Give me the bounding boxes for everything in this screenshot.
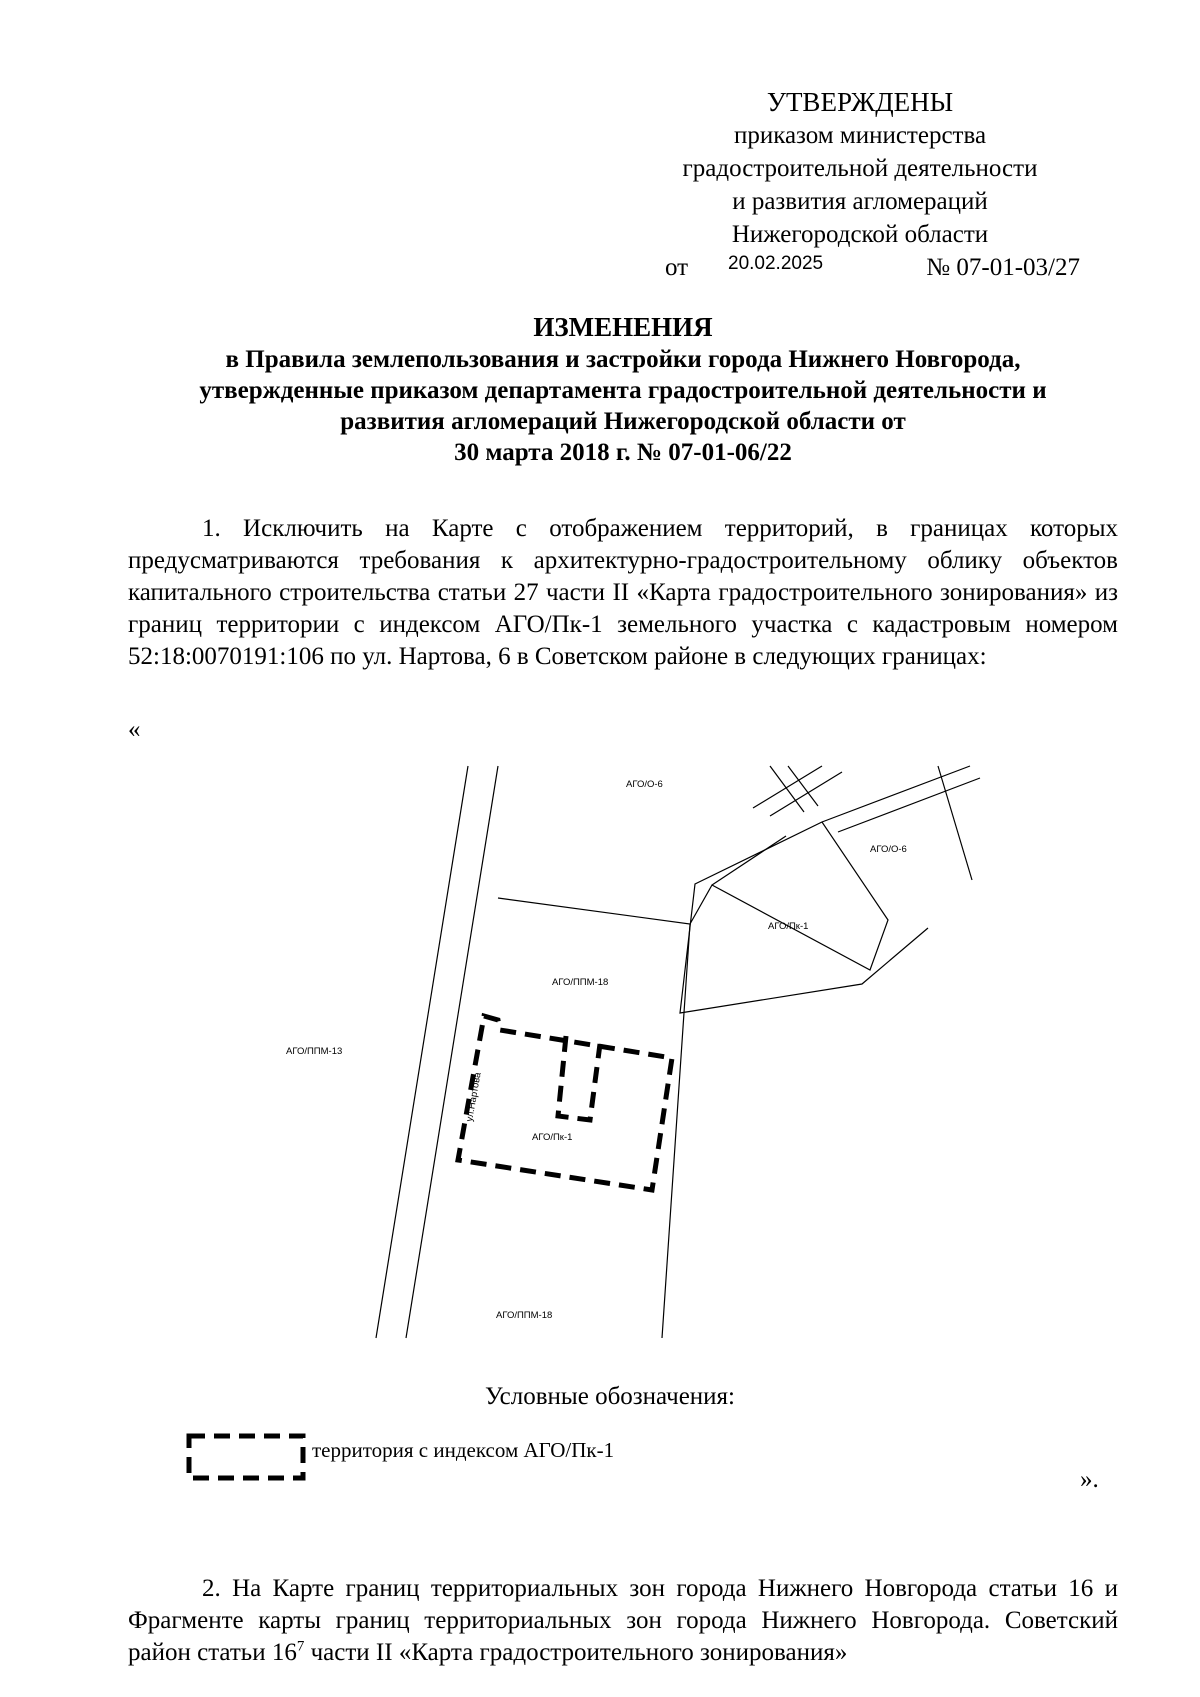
legend-item: [186, 1432, 786, 1488]
map-label-ago-ppm13: АГО/ППМ-13: [286, 1046, 343, 1057]
map-label-ago-pk1-right: АГО/Пк-1: [768, 921, 809, 932]
paragraph-2-text-b: части II «Карта градостроительного зонирования»: [304, 1639, 848, 1666]
paragraph-2-text-a: 2. На Карте границ территориальных зон города Нижнего Новгорода статьи 16 и Фрагменте карты границ территориальных зон города Нижнего Новгорода. Советский район статьи 16: [128, 1575, 1118, 1666]
map-label-ago-ppm18-upper: АГО/ППМ-18: [552, 977, 609, 988]
approval-date: 20.02.2025: [728, 253, 824, 274]
map-label-ago-o6-top: АГО/О-6: [626, 779, 663, 790]
quote-open: «: [128, 716, 141, 743]
map-street-east-edge: [406, 766, 498, 1338]
approval-line-1: приказом министерства: [733, 122, 987, 149]
zoning-map: [0, 760, 1200, 1360]
legend-dashed-boundary-swatch: [186, 1432, 306, 1482]
map-pk1-inner-notch: [558, 1036, 600, 1120]
quote-close: ».: [1080, 1466, 1099, 1493]
document-title-line-2: утвержденные приказом департамента градостроительной деятельности и: [199, 377, 1047, 404]
document-title-line-3: развития агломераций Нижегородской области от: [340, 408, 906, 435]
approval-line-3: и развития агломераций: [732, 188, 988, 215]
map-road-upper: [712, 836, 786, 885]
legend-title: Условные обозначения:: [484, 1383, 736, 1410]
paragraph-1-text: 1. Исключить на Карте с отображением территорий, в границах которых предусматриваются требования к архитектурно-градостроительному облику объектов капитального строительства статьи 27 части II «Карта градостроительного зонирования» из границ территории с индексом АГО/Пк-1 земельного участка с кадастровым номером 52:18:0070191:106 по ул. Нартова, 6 в Советском районе в следующих границах:: [128, 515, 1118, 670]
approval-block: [640, 86, 1080, 284]
approval-line-4: Нижегородской области: [731, 221, 989, 248]
approval-line-2: градостроительной деятельности: [682, 155, 1038, 182]
map-label-street: ул.Нартова: [464, 1071, 484, 1123]
approval-number: № 07-01-03/27: [926, 254, 1080, 281]
map-street-west-edge: [376, 766, 468, 1338]
legend-item-label: территория с индексом АГО/Пк-1: [312, 1438, 615, 1462]
map-label-ago-ppm18-lower: АГО/ППМ-18: [496, 1310, 553, 1321]
paragraph-1: [128, 513, 1118, 673]
approval-title: УТВЕРЖДЕНЫ: [766, 87, 954, 117]
document-title-line-1: в Правила землепользования и застройки города Нижнего Новгорода,: [225, 346, 1021, 373]
document-title-main: ИЗМЕНЕНИЯ: [533, 312, 713, 342]
map-road-nw-2: [770, 772, 842, 816]
map-road-nw-1: [753, 766, 822, 808]
document-title-line-4: 30 марта 2018 г. № 07-01-06/22: [454, 439, 792, 466]
approval-from-label: от: [665, 254, 689, 281]
document-title: [128, 312, 1118, 468]
map-label-ago-o6-right: АГО/О-6: [870, 844, 907, 855]
map-label-ago-pk1-center: АГО/Пк-1: [532, 1132, 573, 1143]
map-road-east-2: [838, 778, 980, 832]
map-road-ne-2: [788, 766, 818, 806]
map-road-east-1: [822, 766, 970, 822]
paragraph-2-superscript: 7: [296, 1638, 305, 1655]
paragraph-2-text: [128, 1573, 1118, 1669]
paragraph-2: [128, 1573, 1118, 1669]
approval-date-row: [640, 251, 1080, 284]
